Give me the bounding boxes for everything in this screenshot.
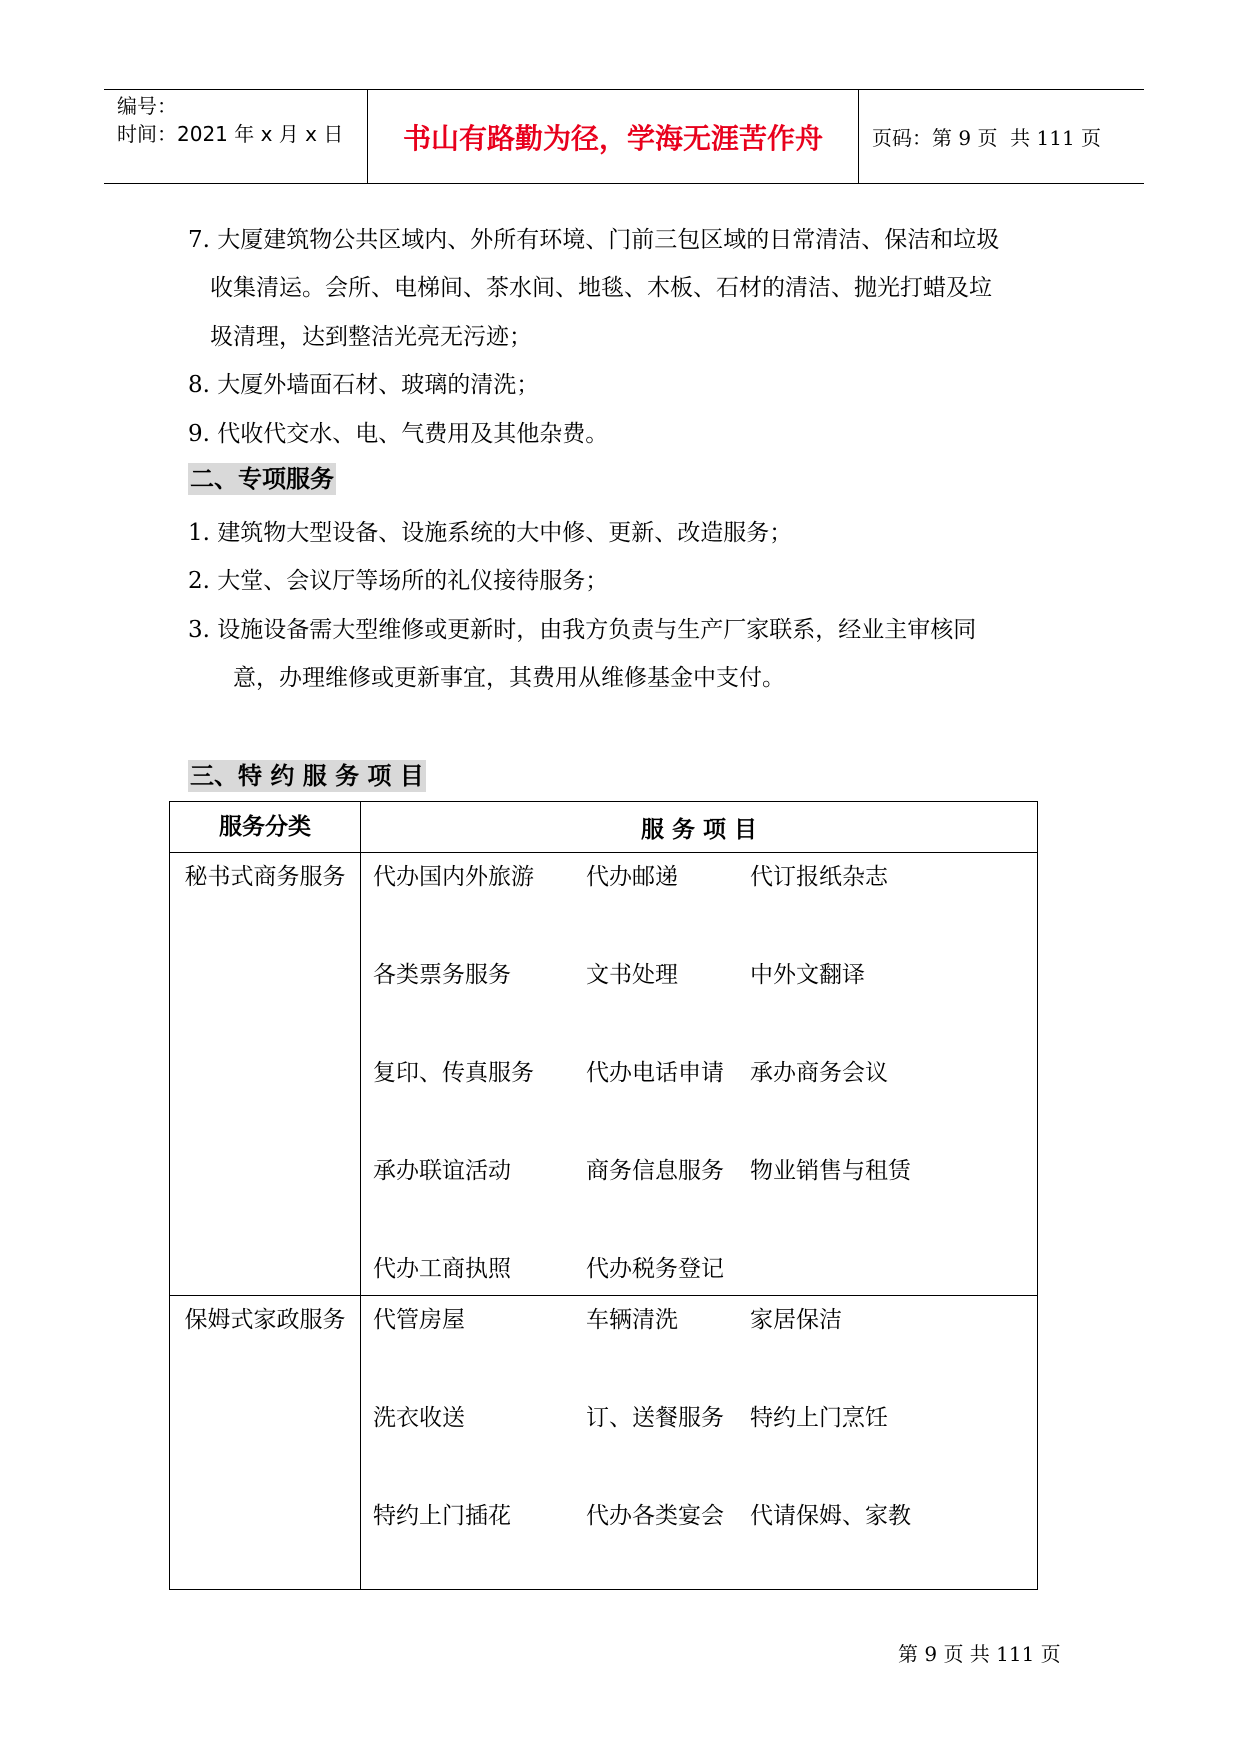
list-item: 意，办理维修或更新事宜，其费用从维修基金中支付。 xyxy=(233,665,785,691)
table-header-items: 服 务 项 目 xyxy=(361,802,1038,853)
list-item: 3. 设施设备需大型维修或更新时，由我方负责与生产厂家联系，经业主审核同 xyxy=(188,617,977,643)
category-cell xyxy=(170,853,361,1296)
page-label: 页码：第 9 页 共 111 页 xyxy=(872,126,1102,150)
service-item: 复印、传真服务 xyxy=(373,1060,534,1086)
service-item: 各类票务服务 xyxy=(373,962,511,988)
section-title-contract-services: 三、特 约 服 务 项 目 xyxy=(190,762,424,790)
items-cell xyxy=(361,1296,1038,1590)
service-item: 代办国内外旅游 xyxy=(373,864,534,890)
service-item: 家居保洁 xyxy=(750,1307,842,1333)
table-row xyxy=(170,853,1038,1296)
body-line: 圾清理，达到整洁光亮无污迹； xyxy=(210,324,532,350)
table-header-row xyxy=(170,802,1038,853)
number-label: 编号： xyxy=(117,94,177,118)
service-item: 商务信息服务 xyxy=(586,1158,724,1184)
service-item: 代办税务登记 xyxy=(586,1256,724,1282)
category-label: 秘书式商务服务 xyxy=(184,864,346,890)
header-meta xyxy=(104,90,368,183)
header-page-info xyxy=(859,90,1144,183)
body-line: 8. 大厦外墙面石材、玻璃的清洗； xyxy=(188,372,540,398)
item-row xyxy=(373,1251,1037,1289)
section-title-special-services: 二、专项服务 xyxy=(190,465,334,493)
item-row xyxy=(373,1400,1037,1498)
service-item: 代请保姆、家教 xyxy=(750,1503,911,1529)
table-row xyxy=(170,1296,1038,1590)
services-table xyxy=(169,801,1038,1590)
page-header xyxy=(104,89,1144,184)
time-label: 时间：2021 年 x 月 x 日 xyxy=(117,122,344,146)
service-item: 车辆清洗 xyxy=(586,1307,678,1333)
item-row xyxy=(373,1302,1037,1400)
service-item: 代订报纸杂志 xyxy=(750,864,888,890)
list-item: 1. 建筑物大型设备、设施系统的大中修、更新、改造服务； xyxy=(188,520,793,546)
category-cell xyxy=(170,1296,361,1590)
item-row xyxy=(373,1498,1037,1578)
item-row xyxy=(373,859,1037,957)
body-line: 9. 代收代交水、电、气费用及其他杂费。 xyxy=(188,421,609,447)
items-cell xyxy=(361,853,1038,1296)
service-item: 承办联谊活动 xyxy=(373,1158,511,1184)
service-item: 订、送餐服务 xyxy=(586,1405,724,1431)
service-item: 特约上门烹饪 xyxy=(750,1405,888,1431)
list-item: 2. 大堂、会议厅等场所的礼仪接待服务； xyxy=(188,568,609,594)
service-item: 洗衣收送 xyxy=(373,1405,465,1431)
item-row xyxy=(373,1153,1037,1251)
service-item: 代办电话申请 xyxy=(586,1060,724,1086)
service-item: 代办工商执照 xyxy=(373,1256,511,1282)
service-item: 中外文翻译 xyxy=(750,962,865,988)
item-row xyxy=(373,1055,1037,1153)
service-item: 承办商务会议 xyxy=(750,1060,888,1086)
service-item: 文书处理 xyxy=(586,962,678,988)
service-item: 物业销售与租赁 xyxy=(750,1158,911,1184)
header-motto: 书山有路勤为径，学海无涯苦作舟 xyxy=(368,90,859,183)
page-footer: 第 9 页 共 111 页 xyxy=(898,1642,1061,1666)
service-item: 代管房屋 xyxy=(373,1307,465,1333)
table-header-category: 服务分类 xyxy=(170,802,361,853)
service-item: 特约上门插花 xyxy=(373,1503,511,1529)
body-line: 收集清运。会所、电梯间、茶水间、地毯、木板、石材的清洁、抛光打蜡及垃 xyxy=(210,275,992,301)
service-item: 代办各类宴会 xyxy=(586,1503,724,1529)
body-line: 7. 大厦建筑物公共区域内、外所有环境、门前三包区域的日常清洁、保洁和垃圾 xyxy=(188,227,1000,253)
category-label: 保姆式家政服务 xyxy=(184,1307,346,1333)
service-item: 代办邮递 xyxy=(586,864,678,890)
item-row xyxy=(373,957,1037,1055)
